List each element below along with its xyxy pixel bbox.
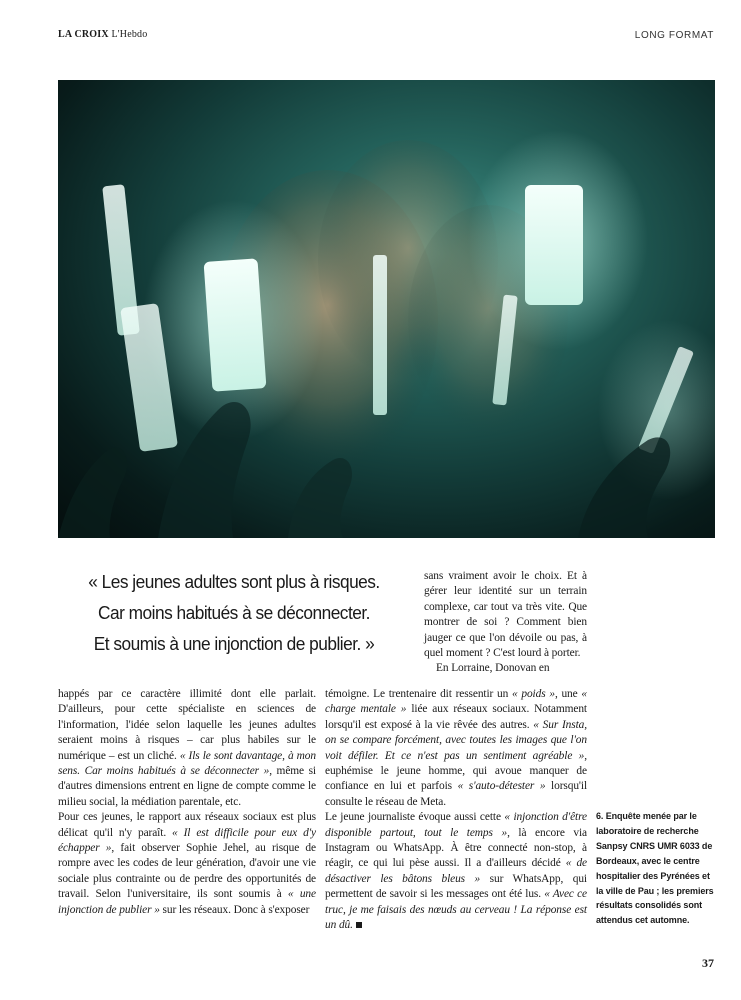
pull-quote-line: Car moins habitués à se déconnecter.	[98, 602, 370, 623]
quote: « poids »	[512, 688, 555, 700]
publication-brand	[58, 29, 147, 40]
hand-silhouette	[58, 447, 127, 538]
footnote: 6. Enquête menée par le laboratoire de recherche Sanpsy CNRS UMR 6033 de Bordeaux, avec le centre hospitalier des Pyrénées et la ville de Pau ; les premiers résultats consolidés sont attendus cet automne.	[596, 811, 714, 926]
phone-screen	[525, 185, 583, 305]
article-column-3-top	[424, 569, 587, 677]
paragraph: sans vraiment avoir le choix. Et à gérer leur identité sur un terrain complexe, car tout va très vite. Que montrer de soi ? Comment bien jauger ce que l'on dévoile ou pas, à quel moment ? C'est lourd à porter.	[424, 570, 587, 660]
quote: « s'auto-détester »	[457, 780, 546, 793]
quote: « une injonction de publier »	[58, 888, 316, 916]
quote: « Il est difficile pour eux d'y échapper »	[58, 826, 316, 855]
page-number: 37	[702, 956, 714, 970]
end-mark-icon	[356, 922, 362, 928]
quote: « de désactiver les bâtons bleus »	[325, 857, 587, 885]
pull-quote	[70, 566, 397, 659]
pull-quote-line: Et soumis à une injonction de publier. »	[93, 633, 375, 654]
article-column-1	[58, 687, 316, 918]
section-label: LONG FORMAT	[634, 30, 714, 41]
quote: « Avec ce truc, je me faisais des nœuds au cerveau ! La réponse est un dû.	[325, 888, 587, 932]
paragraph: En Lorraine, Donovan en	[436, 662, 550, 675]
feature-photo	[58, 80, 715, 538]
quote: « Ils le sont davantage, à mon sens. Car moins habitués à se déconnecter »	[58, 749, 316, 778]
paragraph: Pour ces jeunes, le rapport aux réseaux sociaux est plus délicat qu'il n'y paraît. « Il est difficile pour eux d'y échapper », fait observer Sophie Jehel, au risque de rompre avec les codes de leur génération, d'avoir une vie sociale plus contrainte ou de perdre des opportunités de travail. Selon l'universitaire, ils sont soumis à « une injonction de publier » sur les réseaux. Donc à s'exposer	[58, 811, 316, 916]
phone-screen	[373, 255, 387, 415]
pull-quote-line: « Les jeunes adultes sont plus à risques.	[88, 571, 380, 592]
quote: « charge mentale »	[325, 688, 587, 716]
brand-main: LA CROIX	[58, 29, 109, 40]
hand-silhouette	[288, 458, 352, 538]
phone-screen	[204, 258, 267, 391]
paragraph: happés par ce caractère illimité dont elle parlait. D'ailleurs, pour cette spécialiste en sciences de l'information, l'idée selon laquelle les jeunes adultes seraient moins à risques – car plus habiles sur le numérique – est un cliché. « Ils le sont davantage, à mon sens. Car moins habitués à se déconnecter », même si d'autres dimensions entrent en ligne de compte comme le milieu social, la médiation parentale, etc.	[58, 688, 316, 808]
quote: « Sur Insta, on se compare forcément, avec toutes les images que l'on voit défiler. Et ce n'est pas un sentiment agréable »	[325, 718, 587, 762]
brand-sub: L'Hebdo	[111, 29, 148, 40]
photo-illustration	[58, 80, 715, 538]
quote: « injonction d'être disponible partout, tout le temps »	[325, 811, 587, 839]
paragraph: Le jeune journaliste évoque aussi cette « injonction d'être disponible partout, tout le temps », là encore via Instagram ou WhatsApp. À être connecté non-stop, à réagir, ce qui lui pèse aussi. Il a d'ailleurs décidé « de désactiver les bâtons bleus » sur WhatsApp, qui permettent de savoir si les messages ont été lus. « Avec ce truc, je me faisais des nœuds au cerveau ! La réponse est un dû.	[325, 811, 587, 932]
article-column-2	[325, 687, 587, 934]
paragraph: témoigne. Le trentenaire dit ressentir un « poids », une « charge mentale » liée aux réseaux sociaux. Notamment lorsqu'il est exposé à la vie rêvée des autres. « Sur Insta, on se compare forcément, avec toutes les images que l'on voit défiler. Et ce n'est pas un sentiment agréable », euphémise le jeune homme, qui avoue manquer de confiance en lui et parfois « s'auto-détester » lorsqu'il consulte le réseau de Meta.	[325, 688, 588, 808]
